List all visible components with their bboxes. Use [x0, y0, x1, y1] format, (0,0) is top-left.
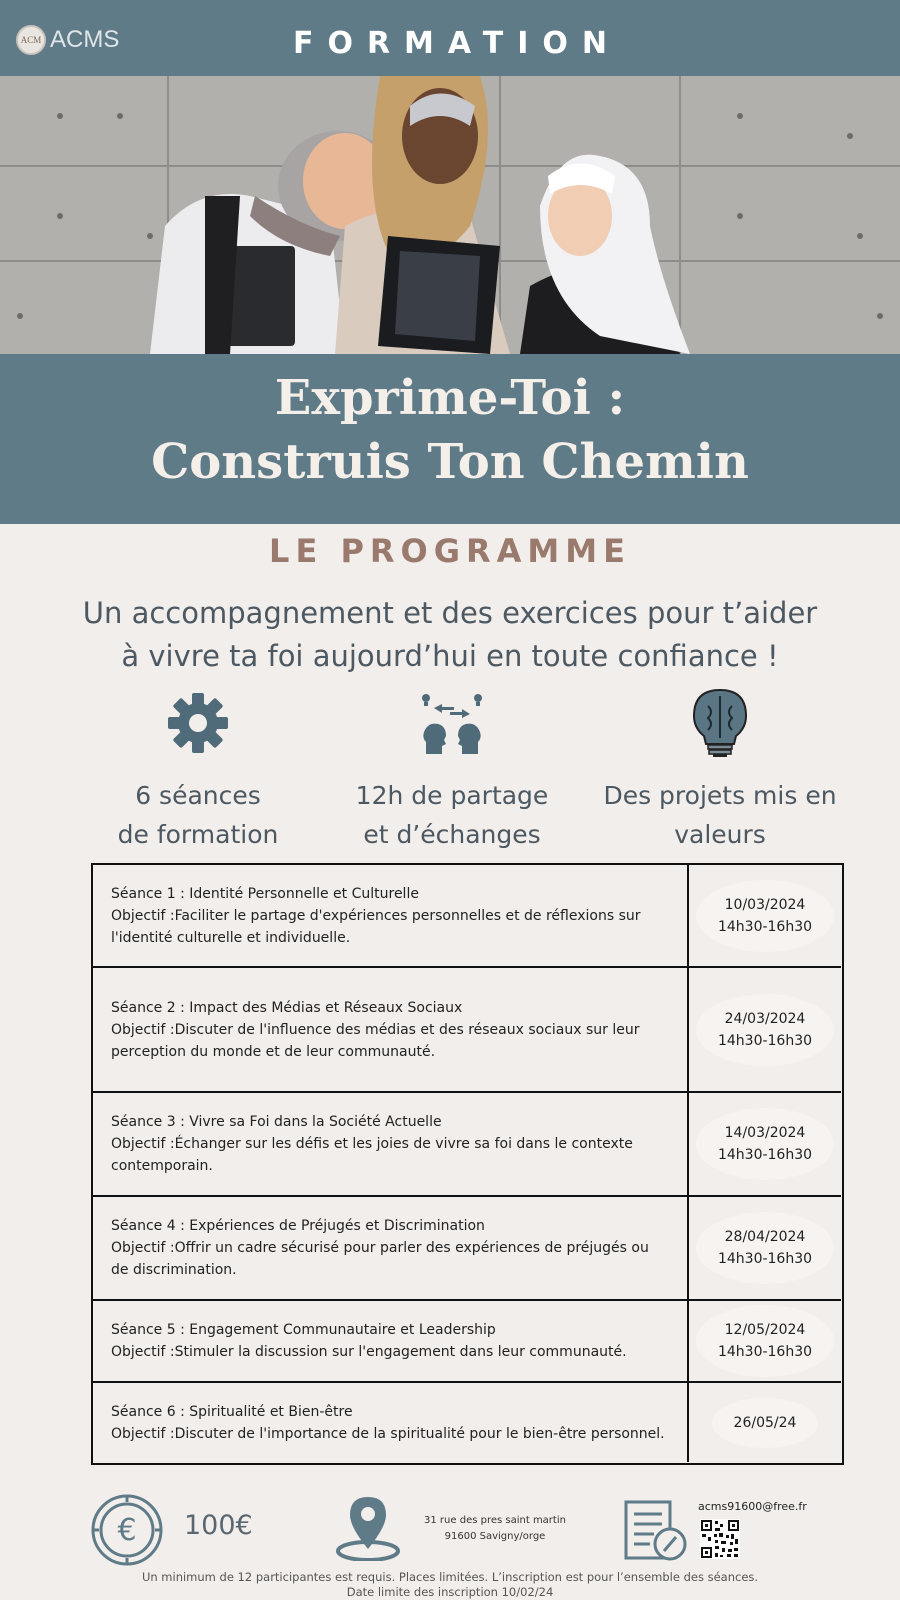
session-6-objective: Objectif :Discuter de l'importance de la spiritualité pour le bien-être personnel.: [111, 1425, 665, 1442]
feature-sessions: [68, 688, 328, 854]
brain-lightbulb-icon: [590, 688, 850, 758]
session-3-objective: Objectif :Échanger sur les défis et les joies de vivre sa foi dans le contexte contemporain.: [111, 1136, 633, 1174]
session-5-objective: Objectif :Stimuler la discussion sur l'engagement dans leur communauté.: [111, 1344, 627, 1360]
feature-exchange-label: [322, 776, 582, 854]
session-3-description: [93, 1093, 689, 1195]
session-row-6: [93, 1383, 841, 1462]
session-row-2: [93, 968, 841, 1093]
session-1-objective: Objectif :Faciliter le partage d'expériences personnelles et de réflexions sur l'identité culturelle et individuelle.: [111, 907, 641, 946]
session-4-title: Séance 4 : Expériences de Préjugés et Discrimination: [111, 1218, 485, 1234]
intro-line1: Un accompagnement et des exercices pour t’aider: [82, 596, 818, 630]
exchange-heads-icon: [322, 688, 582, 758]
registration-note: [0, 1570, 900, 1600]
hero-illustration: [0, 76, 900, 354]
feature-sessions-label: [68, 776, 328, 854]
contact-email[interactable]: acms91600@free.fr: [698, 1500, 807, 1513]
session-3-time: 14h30-16h30: [717, 1147, 813, 1163]
session-1-description: [93, 865, 689, 966]
feature-exchange: [322, 688, 582, 854]
feature-projects-label: [590, 776, 850, 854]
session-row-5: [93, 1301, 841, 1383]
address: [420, 1513, 570, 1545]
session-5-time: 14h30-16h30: [717, 1344, 813, 1360]
session-3-date: 14/03/2024: [724, 1125, 806, 1141]
intro-line2: à vivre ta foi aujourd’hui en toute confiance !: [121, 639, 779, 673]
session-row-3: [93, 1093, 841, 1197]
logo-mark-text: ACM: [20, 35, 42, 45]
svg-text:€: €: [117, 1513, 137, 1548]
session-6-title: Séance 6 : Spiritualité et Bien-être: [111, 1403, 353, 1420]
session-4-objective: Objectif :Offrir un cadre sécurisé pour parler des expériences de préjugés ou de discrimination.: [111, 1240, 649, 1278]
note-line2: Date limite des inscription 10/02/24: [346, 1585, 554, 1599]
gear-icon: [68, 688, 328, 758]
session-2-time: 14h30-16h30: [717, 1032, 813, 1049]
session-4-time: 14h30-16h30: [717, 1251, 813, 1267]
euro-coin-icon: [90, 1493, 164, 1571]
qr-code[interactable]: [700, 1519, 740, 1563]
feature-sessions-line2: de formation: [117, 820, 279, 849]
session-1-time: 14h30-16h30: [717, 918, 813, 935]
session-4-date-cell: [689, 1197, 841, 1299]
session-6-date: 26/05/24: [733, 1414, 797, 1431]
logo-text: ACMS: [50, 26, 120, 53]
session-5-date-cell: [689, 1301, 841, 1381]
session-3-date-cell: [689, 1093, 841, 1195]
address-line1: 31 rue des pres saint martin: [424, 1515, 566, 1526]
session-2-description: [93, 968, 689, 1091]
session-row-1: [93, 865, 841, 968]
feature-projects-line2: valeurs: [674, 820, 766, 849]
address-line2: 91600 Savigny/orge: [444, 1531, 546, 1542]
session-3-title: Séance 3 : Vivre sa Foi dans la Société Actuelle: [111, 1114, 442, 1130]
session-4-description: [93, 1197, 689, 1299]
note-line1: Un minimum de 12 participantes est requis. Places limitées. L’inscription est pour l’ensemble des séances.: [141, 1570, 759, 1584]
session-1-date-cell: [689, 865, 841, 966]
registration-form-icon: [624, 1500, 688, 1566]
schedule-table: [91, 863, 844, 1465]
top-banner: [0, 0, 900, 76]
session-2-objective: Objectif :Discuter de l'influence des médias et des réseaux sociaux sur leur perception du monde et de leur communauté.: [111, 1021, 640, 1060]
session-4-date: 28/04/2024: [724, 1229, 806, 1245]
session-row-4: [93, 1197, 841, 1301]
main-title-line1: Exprime-Toi :: [274, 370, 626, 426]
session-2-date-cell: [689, 968, 841, 1091]
feature-sessions-line1: 6 séances: [135, 781, 261, 810]
session-1-date: 10/03/2024: [724, 896, 806, 913]
hero-photo: [0, 76, 900, 354]
session-2-date: 24/03/2024: [724, 1010, 806, 1027]
feature-exchange-line1: 12h de partage: [355, 781, 549, 810]
session-6-date-cell: [689, 1383, 841, 1462]
feature-exchange-line2: et d’échanges: [363, 820, 541, 849]
title-band: [0, 354, 900, 524]
location-pin-icon: [336, 1495, 400, 1565]
session-2-title: Séance 2 : Impact des Médias et Réseaux Sociaux: [111, 999, 463, 1016]
programme-heading: LE PROGRAMME: [269, 532, 631, 570]
formation-title: FORMATION: [292, 26, 622, 61]
main-title-line2: Construis Ton Chemin: [151, 434, 749, 490]
session-1-title: Séance 1 : Identité Personnelle et Culturelle: [111, 885, 419, 902]
feature-projects: [590, 688, 850, 854]
session-5-title: Séance 5 : Engagement Communautaire et Leadership: [111, 1322, 496, 1338]
feature-projects-line1: Des projets mis en: [603, 781, 837, 810]
session-5-description: [93, 1301, 689, 1381]
session-6-description: [93, 1383, 689, 1462]
session-5-date: 12/05/2024: [724, 1322, 806, 1338]
price: 100€: [184, 1510, 253, 1541]
programme-intro: [60, 592, 840, 678]
